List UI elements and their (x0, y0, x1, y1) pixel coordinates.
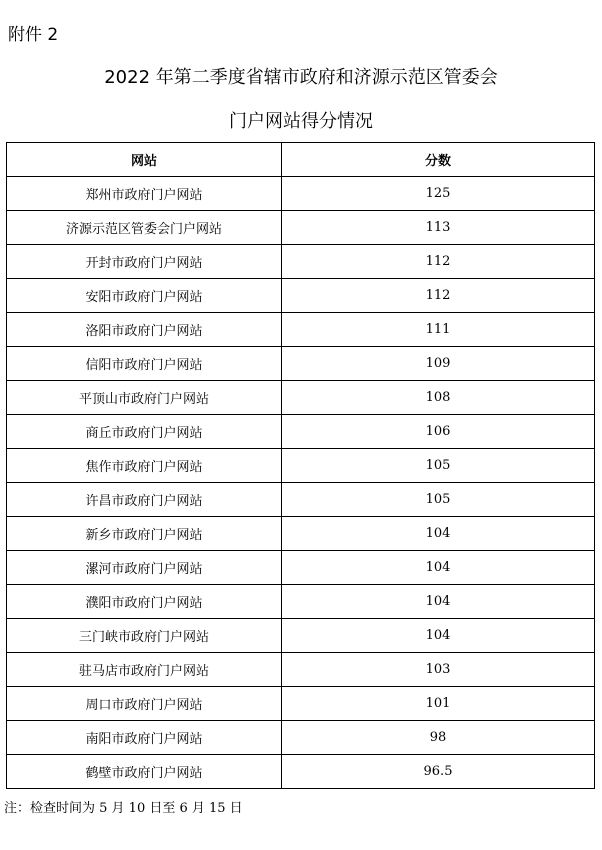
table-row (7, 381, 595, 415)
table-row (7, 211, 595, 245)
site-name-cell: 许昌市政府门户网站 (7, 483, 282, 517)
table-row (7, 517, 595, 551)
score-cell: 113 (282, 211, 595, 245)
score-cell: 101 (282, 687, 595, 721)
site-name-cell: 焦作市政府门户网站 (7, 449, 282, 483)
score-table (6, 142, 595, 789)
score-cell: 105 (282, 449, 595, 483)
table-row (7, 483, 595, 517)
score-cell: 112 (282, 279, 595, 313)
score-cell: 109 (282, 347, 595, 381)
inspection-period-note: 注：检查时间为 5 月 10 日至 6 月 15 日 (4, 801, 243, 816)
score-cell: 98 (282, 721, 595, 755)
site-name-cell: 濮阳市政府门户网站 (7, 585, 282, 619)
score-cell: 104 (282, 551, 595, 585)
table-header-row (7, 143, 595, 177)
site-name-cell: 驻马店市政府门户网站 (7, 653, 282, 687)
score-cell: 125 (282, 177, 595, 211)
attachment-label: 附件 2 (8, 25, 59, 45)
site-name-cell: 商丘市政府门户网站 (7, 415, 282, 449)
site-name-cell: 郑州市政府门户网站 (7, 177, 282, 211)
table-row (7, 619, 595, 653)
site-name-cell: 济源示范区管委会门户网站 (7, 211, 282, 245)
score-cell: 96.5 (282, 755, 595, 789)
site-name-cell: 信阳市政府门户网站 (7, 347, 282, 381)
table-row (7, 279, 595, 313)
table-row (7, 177, 595, 211)
table-row (7, 687, 595, 721)
table-row (7, 755, 595, 789)
table-row (7, 653, 595, 687)
score-cell: 105 (282, 483, 595, 517)
site-name-cell: 平顶山市政府门户网站 (7, 381, 282, 415)
site-name-cell: 新乡市政府门户网站 (7, 517, 282, 551)
table-row (7, 585, 595, 619)
score-cell: 104 (282, 585, 595, 619)
site-name-cell: 漯河市政府门户网站 (7, 551, 282, 585)
score-cell: 104 (282, 619, 595, 653)
header-score: 分数 (282, 143, 595, 177)
score-cell: 104 (282, 517, 595, 551)
table-row (7, 449, 595, 483)
header-site: 网站 (7, 143, 282, 177)
score-cell: 112 (282, 245, 595, 279)
site-name-cell: 安阳市政府门户网站 (7, 279, 282, 313)
table-row (7, 245, 595, 279)
score-cell: 103 (282, 653, 595, 687)
site-name-cell: 洛阳市政府门户网站 (7, 313, 282, 347)
site-name-cell: 三门峡市政府门户网站 (7, 619, 282, 653)
score-cell: 108 (282, 381, 595, 415)
site-name-cell: 南阳市政府门户网站 (7, 721, 282, 755)
table-row (7, 551, 595, 585)
table-row (7, 347, 595, 381)
document-title-line-2: 门户网站得分情况 (229, 111, 373, 132)
score-cell: 111 (282, 313, 595, 347)
site-name-cell: 开封市政府门户网站 (7, 245, 282, 279)
site-name-cell: 周口市政府门户网站 (7, 687, 282, 721)
score-cell: 106 (282, 415, 595, 449)
table-row (7, 415, 595, 449)
table-row (7, 721, 595, 755)
document-title-line-1: 2022 年第二季度省辖市政府和济源示范区管委会 (104, 67, 498, 88)
site-name-cell: 鹤壁市政府门户网站 (7, 755, 282, 789)
table-row (7, 313, 595, 347)
